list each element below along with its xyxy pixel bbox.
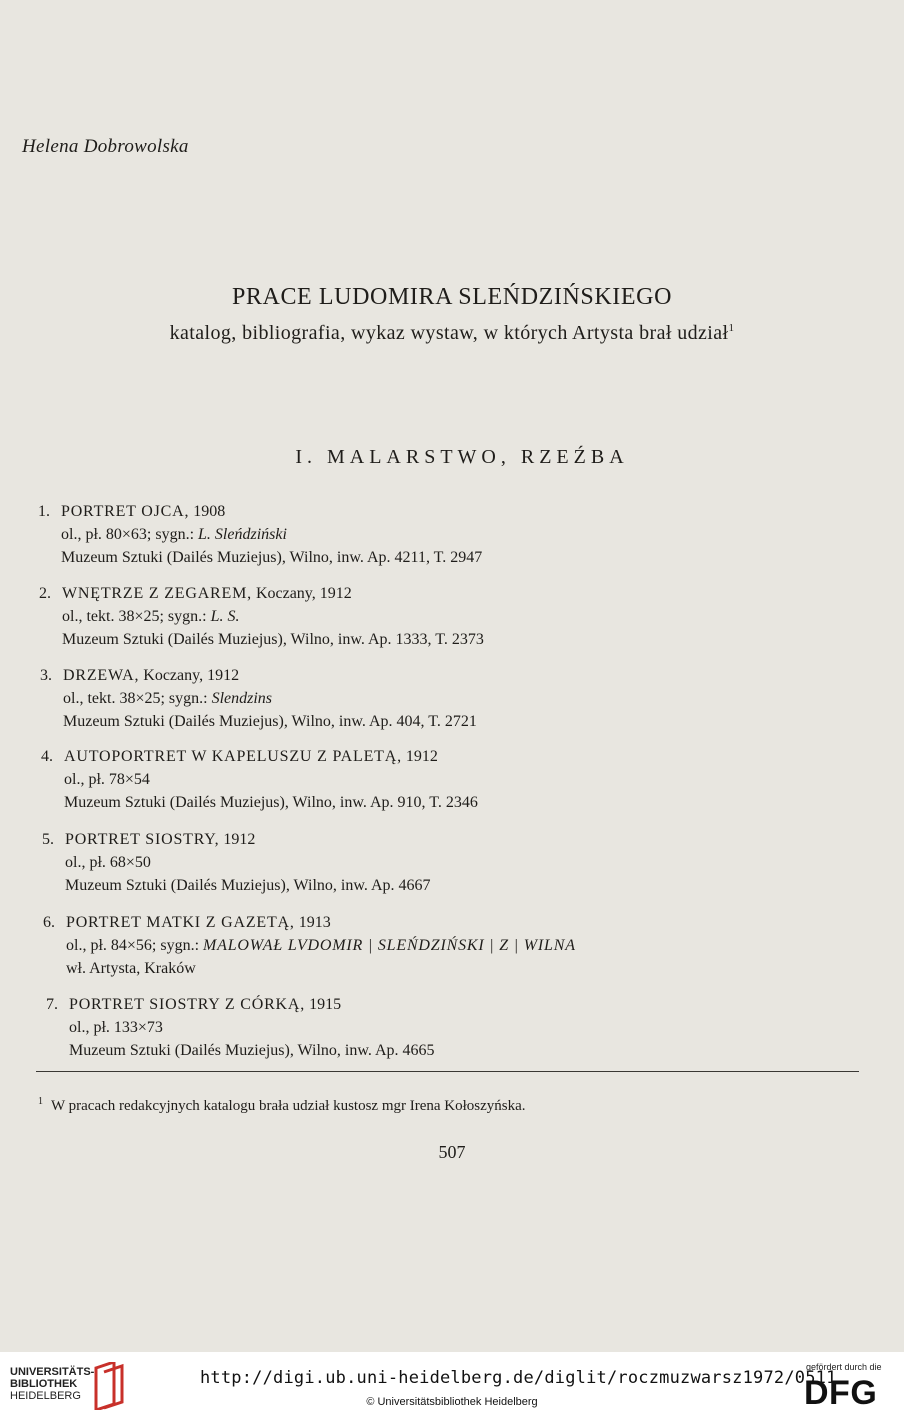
entry-number: 4. xyxy=(41,748,53,765)
entry-meta: 1912 xyxy=(405,748,438,765)
entry-number: 3. xyxy=(40,667,52,684)
entry-meta: 1913 xyxy=(298,914,331,931)
copyright-text: © Universitätsbibliothek Heidelberg xyxy=(366,1396,538,1408)
dfg-logo: DFG xyxy=(804,1374,878,1412)
entry-medium: ol., tekt. 38×25; sygn.: xyxy=(63,690,212,707)
entry-meta: Koczany, 1912 xyxy=(255,585,352,602)
entry-meta: 1915 xyxy=(309,996,342,1013)
footnote-divider xyxy=(36,1071,859,1072)
entry-title: PORTRET OJCA, xyxy=(61,503,190,520)
article-subtitle xyxy=(0,322,904,345)
entry-title: WNĘTRZE Z ZEGAREM, xyxy=(62,585,252,602)
entry-signature: Slendzins xyxy=(211,690,273,707)
entry-signature: MALOWAŁ LVDOMIR | SLEŃDZIŃSKI | Z | WILNA xyxy=(203,937,576,954)
entry-medium: ol., pł. 78×54 xyxy=(64,771,150,788)
entry-meta: 1912 xyxy=(223,831,256,848)
catalog-entry-7 xyxy=(46,993,435,1062)
entry-title: DRZEWA, xyxy=(63,667,140,684)
entry-location: wł. Artysta, Kraków xyxy=(66,960,196,977)
source-url-link[interactable]: http://digi.ub.uni-heidelberg.de/diglit/roczmuzwarsz1972/0511 xyxy=(200,1368,837,1388)
catalog-entry-2 xyxy=(39,582,484,651)
entry-medium: ol., pł. 84×56; sygn.: xyxy=(66,937,204,954)
library-line-2: BIBLIOTHEK xyxy=(10,1378,78,1390)
catalog-entry-1 xyxy=(38,500,482,569)
entry-meta: Koczany, 1912 xyxy=(143,667,240,684)
entry-location: Muzeum Sztuki (Dailés Muziejus), Wilno, inw. Ap. 404, T. 2721 xyxy=(63,713,477,730)
entry-medium: ol., tekt. 38×25; sygn.: xyxy=(62,608,211,625)
catalog-entry-6 xyxy=(43,911,576,980)
library-line-3: HEIDELBERG xyxy=(10,1390,81,1402)
entry-location: Muzeum Sztuki (Dailés Muziejus), Wilno, inw. Ap. 4665 xyxy=(69,1042,435,1059)
section-heading: I. MALARSTWO, RZEŹBA xyxy=(295,446,629,468)
author-name: Helena Dobrowolska xyxy=(22,136,189,157)
entry-location: Muzeum Sztuki (Dailés Muziejus), Wilno, inw. Ap. 4211, T. 2947 xyxy=(61,549,483,566)
entry-location: Muzeum Sztuki (Dailés Muziejus), Wilno, inw. Ap. 1333, T. 2373 xyxy=(62,631,484,648)
entry-medium: ol., pł. 80×63; sygn.: xyxy=(61,526,199,543)
footnote xyxy=(38,1096,526,1115)
entry-number: 2. xyxy=(39,585,51,602)
entry-location: Muzeum Sztuki (Dailés Muziejus), Wilno, inw. Ap. 910, T. 2346 xyxy=(64,794,478,811)
entry-location: Muzeum Sztuki (Dailés Muziejus), Wilno, inw. Ap. 4667 xyxy=(65,877,431,894)
entry-number: 1. xyxy=(38,503,50,520)
catalog-entry-4 xyxy=(41,745,478,814)
subtitle-footnote-mark: 1 xyxy=(728,322,735,334)
entry-number: 7. xyxy=(46,996,58,1013)
catalog-entry-5 xyxy=(42,828,431,897)
footnote-mark: 1 xyxy=(38,1096,43,1107)
entry-signature: L. Sleńdziński xyxy=(198,526,287,543)
entry-title: PORTRET MATKI Z GAZETĄ, xyxy=(66,914,295,931)
page-number: 507 xyxy=(438,1142,466,1162)
digitization-footer xyxy=(0,1352,904,1421)
entry-title: AUTOPORTRET W KAPELUSZU Z PALETĄ, xyxy=(64,748,402,765)
entry-number: 6. xyxy=(43,914,55,931)
subtitle-text: katalog, bibliografia, wykaz wystaw, w których Artysta brał udział xyxy=(169,322,729,344)
entry-title: PORTRET SIOSTRY Z CÓRKĄ, xyxy=(69,996,306,1013)
entry-signature: L. S. xyxy=(210,608,240,625)
library-line-1: UNIVERSITÄTS- xyxy=(10,1366,95,1378)
article-title: PRACE LUDOMIRA SLEŃDZIŃSKIEGO xyxy=(231,284,673,310)
entry-medium: ol., pł. 68×50 xyxy=(65,854,151,871)
entry-number: 5. xyxy=(42,831,54,848)
entry-meta: 1908 xyxy=(193,503,226,520)
funded-by-label: gefördert durch die xyxy=(806,1362,882,1372)
entry-medium: ol., pł. 133×73 xyxy=(69,1019,163,1036)
catalog-entry-3 xyxy=(40,664,477,733)
footnote-text: W pracach redakcyjnych katalogu brała udział kustosz mgr Irena Kołoszyńska. xyxy=(51,1098,526,1114)
entry-title: PORTRET SIOSTRY, xyxy=(65,831,220,848)
